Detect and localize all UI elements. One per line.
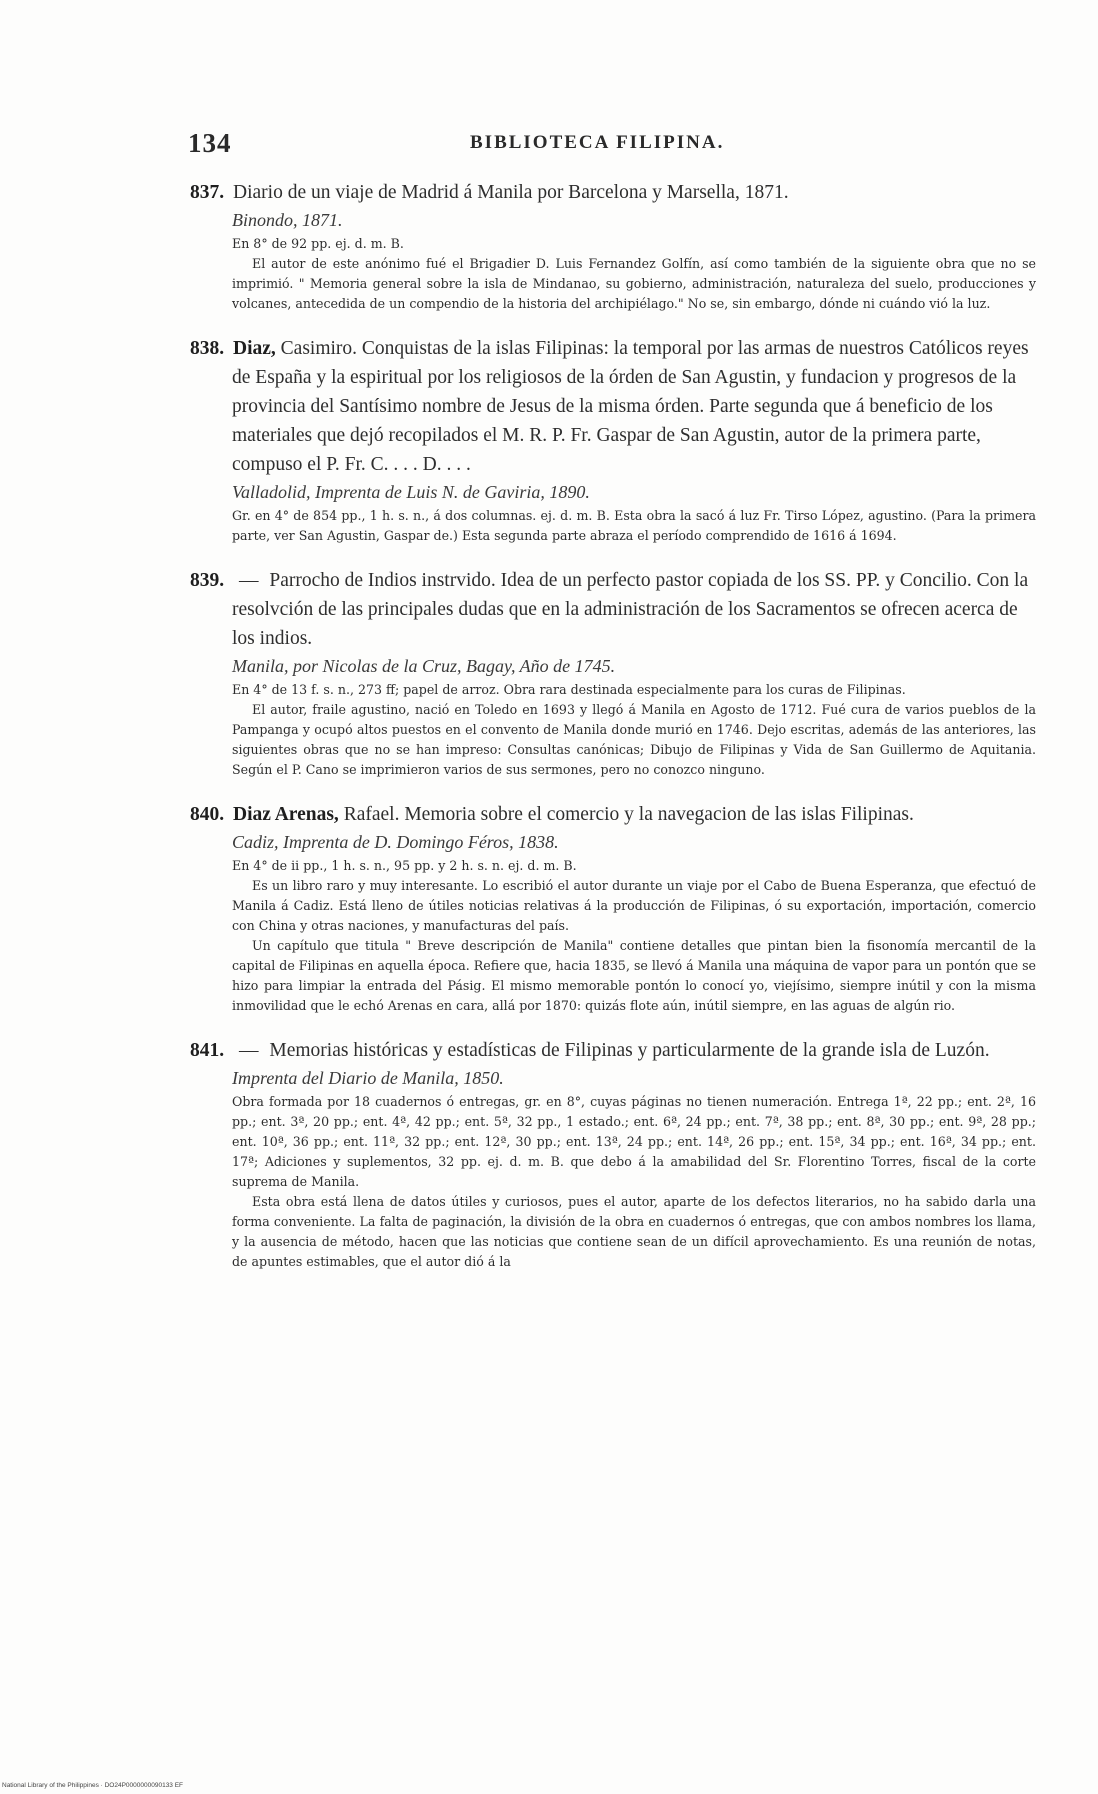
entry-title: Casimiro. Conquistas de la islas Filipinas: la temporal por las armas de nuestros Católicos reyes de España y la espiritual por los religiosos de la órden de San Agustin, y fundacion y progresos de la provincia del Santísimo nombre de Jesus de la misma órden. Parte segunda que á beneficio de los materiales que dejó recopilados el M. R. P. Fr. Gaspar de San Agustin, autor de la primera parte, compuso el P. Fr. C. . . . D. . . . (232, 338, 1029, 475)
entry-imprint: Imprenta del Diario de Manila, 1850. (232, 1068, 504, 1088)
entry-author-dash: — (239, 1040, 259, 1061)
entry-imprint: Cadiz, Imprenta de D. Domingo Féros, 1838. (232, 832, 559, 852)
entry-title: Rafael. Memoria sobre el comercio y la navegacion de las islas Filipinas. (343, 804, 914, 825)
entry-author: Diaz Arenas, (233, 804, 339, 825)
entry-title: Parrocho de Indios instrvido. Idea de un perfecto pastor copiada de los SS. PP. y Concilio. Con la resolvción de las principales dudas que en la administración de los Sacramentos se ofrecen acerca de los indios. (232, 570, 1029, 649)
entry-note: Obra formada por 18 cuadernos ó entregas, gr. en 8°, cuyas páginas no tienen numeración. Entrega 1ª, 22 pp.; ent. 2ª, 16 pp.; ent. 3ª, 20 pp.; ent. 4ª, 42 pp.; ent. 5ª, 32 pp., 1 estado.; ent. 6ª, 24 pp.; ent. 7ª, 38 pp.; ent. 8ª, 30 pp.; ent. 9ª, 28 pp.; ent. 10ª, 36 pp.; ent. 11ª, 32 pp.; ent. 12ª, 30 pp.; ent. 13ª, 24 pp.; ent. 14ª, 26 pp.; ent. 15ª, 34 pp.; ent. 16ª, 34 pp.; ent. 17ª; Adiciones y suplementos, 32 pp. ej. d. m. B. que debo á la amabilidad del Sr. Florentino Torres, fiscal de la corte suprema de Manila. (232, 1094, 1036, 1189)
entry-note: El autor, fraile agustino, nació en Toledo en 1693 y llegó á Manila en Agosto de 1712. Fué cura de varios pueblos de la Pampanga y ocupó altos puestos en el convento de Manila donde murió en 1746. Dejo escritas, además de las anteriores, las siguientes obras que no se han impreso: Consultas canónicas; Dibujo de Filipinas y Vida de San Guillermo de Aquitania. Según el P. Cano se imprimieron varios de sus sermones, pero no conozco ninguno. (232, 702, 1036, 777)
entry-number: 837. (190, 182, 225, 203)
entry-841 (190, 1036, 1036, 1272)
entry-title: Diario de un viaje de Madrid á Manila por Barcelona y Marsella, 1871. (233, 182, 789, 203)
bibliography-entries (190, 178, 1036, 1292)
entry-note: En 4° de 13 f. s. n., 273 ff; papel de arroz. Obra rara destinada especialmente para los curas de Filipinas. (232, 682, 906, 697)
page-number: 134 (188, 128, 232, 158)
entry-note: Gr. en 4° de 854 pp., 1 h. s. n., á dos columnas. ej. d. m. B. Esta obra la sacó á luz Fr. Tirso López, agustino. (Para la primera parte, ver San Agustin, Gaspar de.) Esta segunda parte abraza el período comprendido de 1616 á 1694. (232, 508, 1036, 543)
entry-title-line (190, 566, 1036, 653)
entry-note: En 4° de ii pp., 1 h. s. n., 95 pp. y 2 h. s. n. ej. d. m. B. (232, 858, 577, 873)
entry-title: Memorias históricas y estadísticas de Filipinas y particularmente de la grande isla de Luzón. (269, 1040, 990, 1061)
entry-note: Esta obra está llena de datos útiles y curiosos, pues el autor, aparte de los defectos literarios, no ha sabido darla una forma conveniente. La falta de paginación, la división de la obra en cuadernos ó entregas, que con ambos nombres los llama, y la ausencia de método, hacen que las noticias que contiene sean de un difícil aprovechamiento. Es una reunión de notas, de apuntes estimables, que el autor dió á la (232, 1194, 1036, 1269)
entry-837 (190, 178, 1036, 314)
entry-imprint: Manila, por Nicolas de la Cruz, Bagay, Año de 1745. (232, 656, 616, 676)
entry-title-line (190, 178, 1036, 207)
entry-840 (190, 800, 1036, 1016)
entry-note: El autor de este anónimo fué el Brigadier D. Luis Fernandez Golfín, así como también de la siguiente obra que no se imprimió. " Memoria general sobre la isla de Mindanao, su gobierno, administración, naturaleza del suelo, producciones y volcanes, antecedida de un compendio de la historia del archipiélago." No se, sin embargo, dónde ni cuándo vió la luz. (232, 256, 1036, 311)
page-header (188, 128, 1088, 158)
entry-number: 839. (190, 570, 225, 591)
entry-note: Es un libro raro y muy interesante. Lo escribió el autor durante un viaje por el Cabo de Buena Esperanza, que efectuó de Manila á Cadiz. Está lleno de útiles noticias relativas á la producción de Filipinas, ó su exportación, importación, comercio con China y otras naciones, y manufacturas del país. (232, 878, 1036, 933)
running-title: BIBLIOTECA FILIPINA. (470, 132, 725, 153)
entry-title-line (190, 334, 1036, 479)
entry-number: 838. (190, 338, 225, 359)
entry-author: Diaz, (233, 338, 276, 359)
entry-number: 841. (190, 1040, 225, 1061)
entry-imprint: Binondo, 1871. (232, 210, 343, 230)
entry-note: Un capítulo que titula " Breve descripción de Manila" contiene detalles que pintan bien la fisonomía mercantil de la capital de Filipinas en aquella época. Refiere que, hacia 1835, se llevó á Manila una máquina de vapor para un pontón que se hizo para limpiar la entrada del Pásig. El mismo memorable pontón lo conocí yo, viejísimo, siempre inútil y con la misma inmovilidad que le echó Arenas en cara, allá por 1870: quizás flote aún, inútil siempre, en las aguas de algún rio. (232, 938, 1036, 1013)
entry-title-line (190, 800, 1036, 829)
entry-imprint: Valladolid, Imprenta de Luis N. de Gaviria, 1890. (232, 482, 590, 502)
entry-838 (190, 334, 1036, 546)
entry-author-dash: — (239, 570, 259, 591)
entry-number: 840. (190, 804, 225, 825)
entry-note: En 8° de 92 pp. ej. d. m. B. (232, 236, 404, 251)
entry-839 (190, 566, 1036, 780)
entry-title-line (190, 1036, 1036, 1065)
scan-footer-note: National Library of the Philippines · DO24P0000000090133 EF (2, 1782, 184, 1789)
